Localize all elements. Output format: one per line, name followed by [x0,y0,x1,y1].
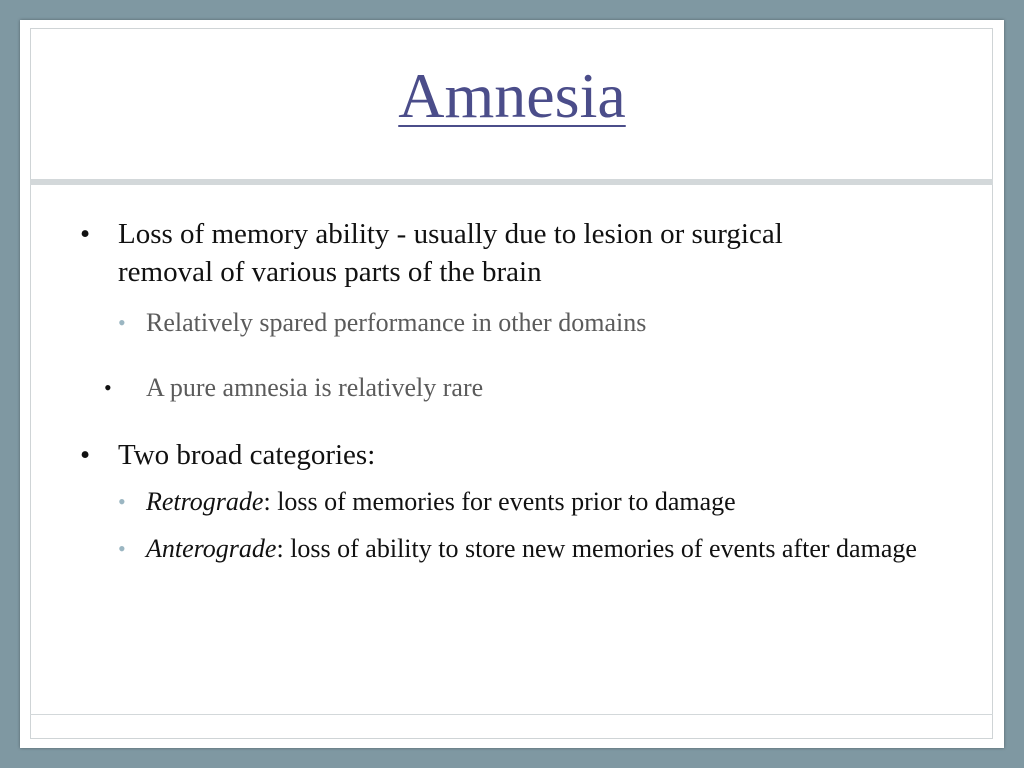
term-anterograde: Anterograde [146,534,277,563]
bullet-dot: • [80,439,91,471]
definition-retrograde: : loss of memories for events prior to damage [263,487,736,516]
footer-divider [30,714,993,715]
sub-bullet-dot: • [118,310,126,335]
title-divider [30,179,993,185]
bullet-loss-of-memory [78,215,838,291]
bullet-text: A pure amnesia is relatively rare [146,373,484,402]
term-retrograde: Retrograde [146,487,264,516]
sub-bullet-dot: • [118,489,126,514]
slide [20,20,1004,748]
sub-bullet-spared-performance [118,305,878,341]
sub-bullet-text [146,484,736,520]
sub-bullet-text [146,531,917,567]
bullet-dot: • [104,375,112,400]
slide-title: Amnesia [398,60,626,131]
definition-anterograde: : loss of ability to store new memories of events after damage [276,534,917,563]
sub-bullet-anterograde [118,531,918,567]
sub-bullet-retrograde [118,484,918,520]
sub-bullet-dot: • [118,536,126,561]
bullet-two-categories [78,436,838,474]
bullet-dot: • [80,218,91,250]
bullet-text: Loss of memory ability - usually due to lesion or surgical removal of various parts of the brain [118,218,783,288]
sub-bullet-text: Relatively spared performance in other domains [146,308,647,337]
bullet-pure-amnesia [104,370,864,406]
bullet-text: Two broad categories: [118,439,376,471]
